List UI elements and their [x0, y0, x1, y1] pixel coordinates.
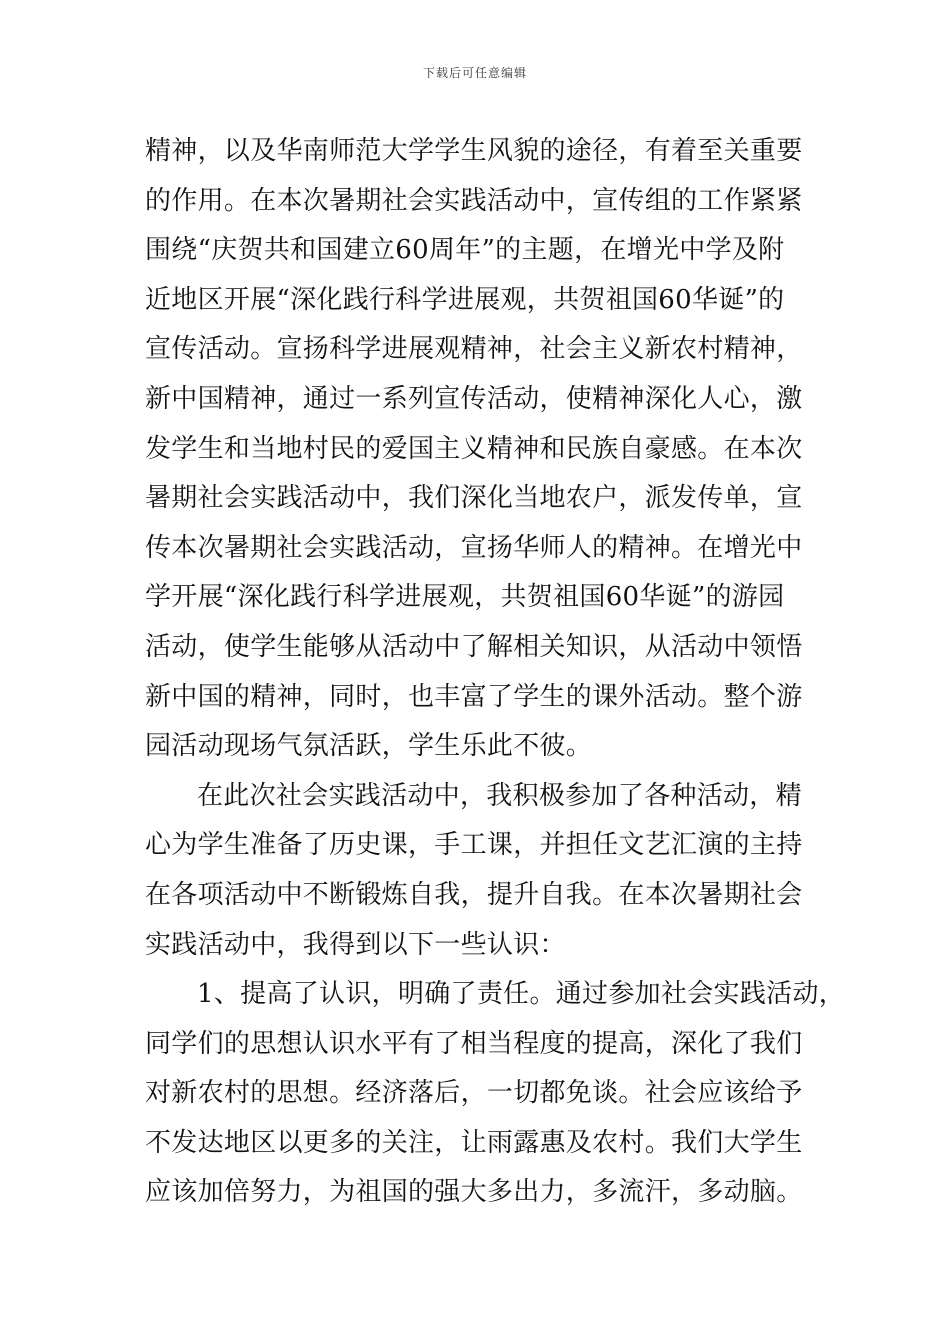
document-body — [145, 127, 846, 1218]
text-line: 实践活动中，我得到以下一些认识： — [145, 929, 566, 960]
text-line: 近地区开展“深化践行科学进展观，共贺祖国60华诞”的 — [145, 284, 785, 315]
text-line: 传本次暑期社会实践活动，宣扬华师人的精神。在增光中 — [145, 532, 803, 563]
text-line: 园活动现场气氛活跃，学生乐此不彼。 — [145, 731, 593, 762]
paragraph-start-line: 1、提高了认识，明确了责任。通过参加社会实践活动， — [197, 979, 846, 1010]
text-line: 精神，以及华南师范大学学生风貌的途径，有着至关重要 — [145, 136, 803, 166]
text-line: 新中国的精神，同时，也丰富了学生的课外活动。整个游 — [145, 681, 803, 712]
text-line: 同学们的思想认识水平有了相当程度的提高，深化了我们 — [145, 1028, 803, 1059]
text-line: 的作用。在本次暑期社会实践活动中，宣传组的工作紧紧 — [145, 185, 803, 216]
text-line: 不发达地区以更多的关注，让雨露惠及农村。我们大学生 — [145, 1127, 803, 1158]
text-line: 心为学生准备了历史课，手工课，并担任文艺汇演的主持 — [145, 830, 803, 861]
paragraph-start-line: 在此次社会实践活动中，我积极参加了各种活动，精 — [197, 780, 802, 811]
text-line: 在各项活动中不断锻炼自我，提升自我。在本次暑期社会 — [145, 879, 803, 910]
text-line: 围绕“庆贺共和国建立60周年”的主题，在增光中学及附 — [145, 235, 785, 266]
text-line: 暑期社会实践活动中，我们深化当地农户，派发传单，宣 — [145, 483, 803, 514]
text-line: 对新农村的思想。经济落后，一切都免谈。社会应该给予 — [145, 1078, 803, 1109]
text-line: 应该加倍努力，为祖国的强大多出力，多流汗，多动脑。 — [145, 1177, 803, 1208]
text-line: 活动，使学生能够从活动中了解相关知识，从活动中领悟 — [145, 631, 803, 662]
text-line: 新中国精神，通过一系列宣传活动，使精神深化人心，激 — [145, 383, 803, 414]
page-header: 下载后可任意编辑 — [422, 66, 527, 80]
text-line: 宣传活动。宣扬科学进展观精神，社会主义新农村精神， — [145, 334, 803, 365]
text-line: 学开展“深化践行科学进展观，共贺祖国60华诞”的游园 — [145, 582, 785, 613]
text-line: 发学生和当地村民的爱国主义精神和民族自豪感。在本次 — [145, 433, 803, 464]
